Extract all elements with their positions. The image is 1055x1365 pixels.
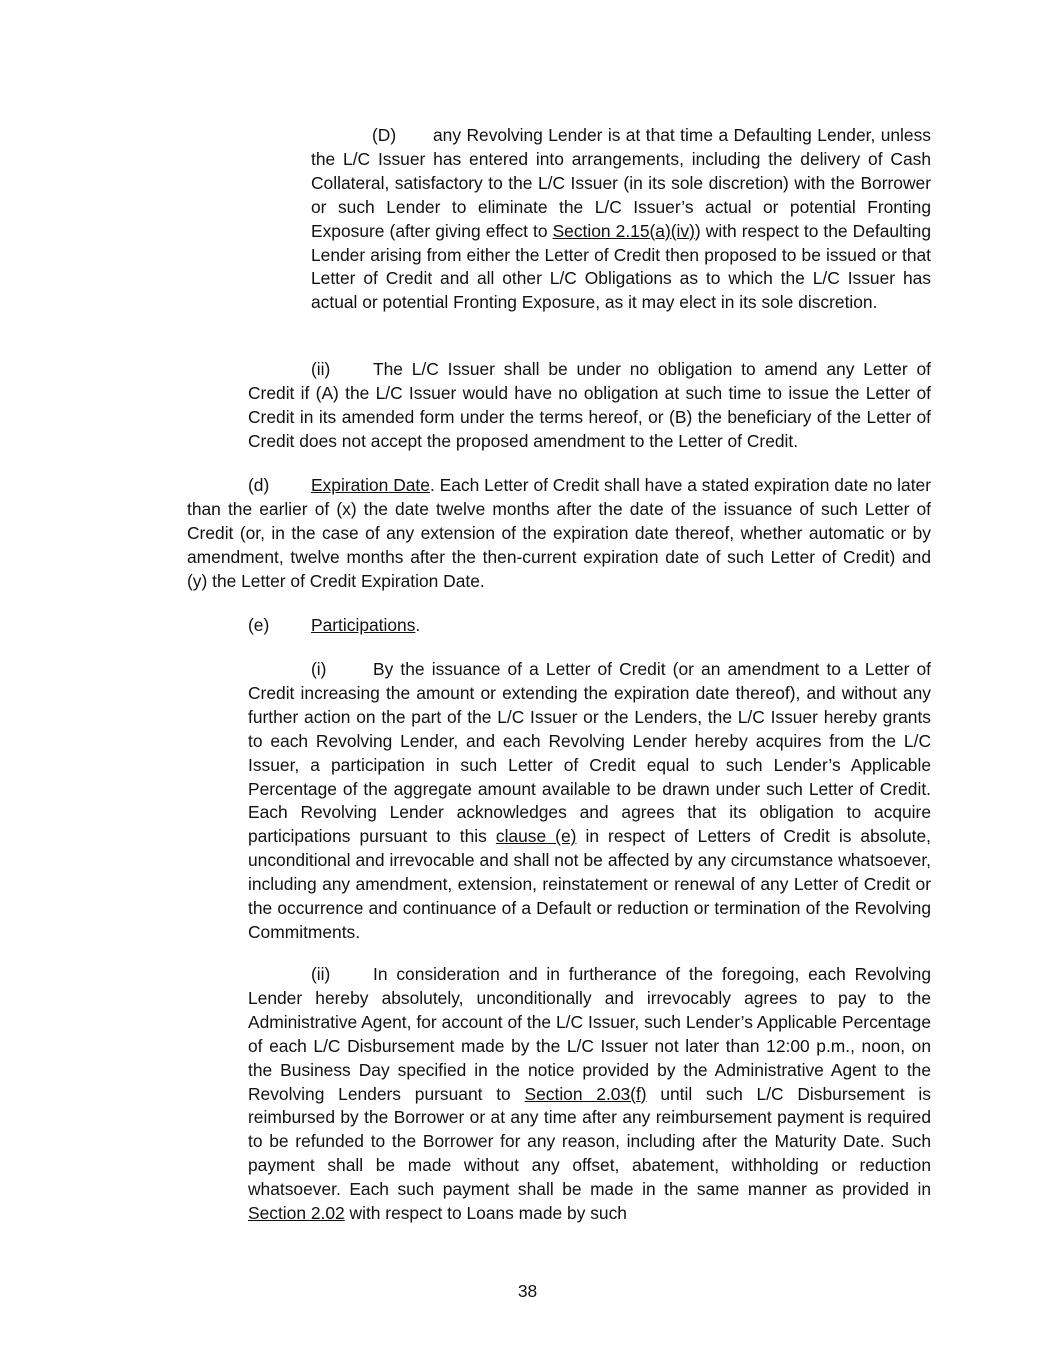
paragraph-marker: (ii): [311, 964, 331, 984]
section-heading: Participations: [311, 615, 416, 635]
clause-reference-link: clause (e): [495, 826, 577, 847]
paragraph-text: In consideration and in furtherance of the foregoing, each Revolving Lender hereby absolutely, unconditionally and irrevocably agrees to pay to the Administrative Agent, for account of the L/C Issuer, such Lender’s Applicable Percentage of each L/C Disbursement made by the L/C Issuer not later than 12:00 p.m., noon, on the Business Day specified in the notice provided by the Administrative Agent to the Revolving Lenders pursuant to: [248, 964, 931, 1104]
section-reference-link: Section 2.02: [248, 1203, 345, 1224]
paragraph-text: any Revolving Lender is at that time a Defaulting Lender, unless the L/C Issuer has entered into arrangements, including the delivery of Cash Collateral, satisfactory to the L/C Issuer (in its sole discretion) with the Borrower or such Lender to eliminate the L/C Issuer’s actual or potential Fronting Exposure (after giving effect to: [311, 125, 931, 241]
paragraph-text: .: [415, 615, 421, 635]
paragraph-marker: (e): [248, 615, 270, 635]
paragraph-D: [311, 124, 931, 315]
section-reference-link: Section 2.15(a)(iv): [552, 220, 695, 241]
paragraph-text: in respect of Letters of Credit is absolute, unconditional and irrevocable and shall not be affected by any circumstance whatsoever, including any amendment, extension, reinstatement or renewal of any Letter of Credit or the occurrence and continuance of a Default or reduction or termination of the Revolving Commitments.: [248, 826, 932, 942]
paragraph-marker: (d): [248, 475, 270, 495]
paragraph-ii-amend: [248, 358, 931, 454]
paragraph-text: with respect to Loans made by such: [344, 1203, 627, 1224]
paragraph-d-expiration-date: [187, 474, 931, 594]
paragraph-text: ) with respect to the Defaulting Lender arising from either the Letter of Credit then proposed to be issued or that Letter of Credit and all other L/C Obligations as to which the L/C Issuer has actual or potential Fronting Exposure, as it may elect in its sole discretion.: [311, 220, 931, 313]
paragraph-marker: (ii): [311, 359, 331, 379]
page-number: 38: [517, 1281, 538, 1301]
paragraph-ii-consideration: [248, 963, 931, 1226]
paragraph-text: The L/C Issuer shall be under no obligation to amend any Letter of Credit if (A) the L/C Issuer would have no obligation at such time to issue the Letter of Credit in its amended form under the terms hereof, or (B) the beneficiary of the Letter of Credit does not accept the proposed amendment to the Letter of Credit.: [248, 359, 931, 451]
section-heading: Expiration Date: [311, 475, 430, 495]
paragraph-text: until such L/C Disbursement is reimbursed by the Borrower or at any time after any reimbursement payment is required to be refunded to the Borrower for any reason, including after the Maturity Date. Such payment shall be made without any offset, abatement, withholding or reduction whatsoever. Each such payment shall be made in the same manner as provided in: [248, 1083, 931, 1200]
paragraph-marker: (D): [372, 125, 397, 145]
paragraph-text: . Each Letter of Credit shall have a stated expiration date no later than the earlier of (x) the date twelve months after the date of the issuance of such Letter of Credit (or, in the case of any extension of the expiration date thereof, whether automatic or by amendment, twelve months after the then-current expiration date of such Letter of Credit) and (y) the Letter of Credit Expiration Date.: [187, 475, 932, 591]
paragraph-text: By the issuance of a Letter of Credit (or an amendment to a Letter of Credit increasing the amount or extending the expiration date thereof), and without any further action on the part of the L/C Issuer or the Lenders, the L/C Issuer hereby grants to each Revolving Lender, and each Revolving Lender hereby acquires from the L/C Issuer, a participation in such Letter of Credit equal to such Lender’s Applicable Percentage of the aggregate amount available to be drawn under such Letter of Credit. Each Revolving Lender acknowledges and agrees that its obligation to acquire participations pursuant to this: [248, 659, 931, 847]
section-reference-link: Section 2.03(f): [524, 1083, 647, 1104]
paragraph-marker: (i): [311, 659, 327, 679]
paragraph-e-participations: [248, 614, 931, 638]
paragraph-i: [248, 658, 931, 945]
